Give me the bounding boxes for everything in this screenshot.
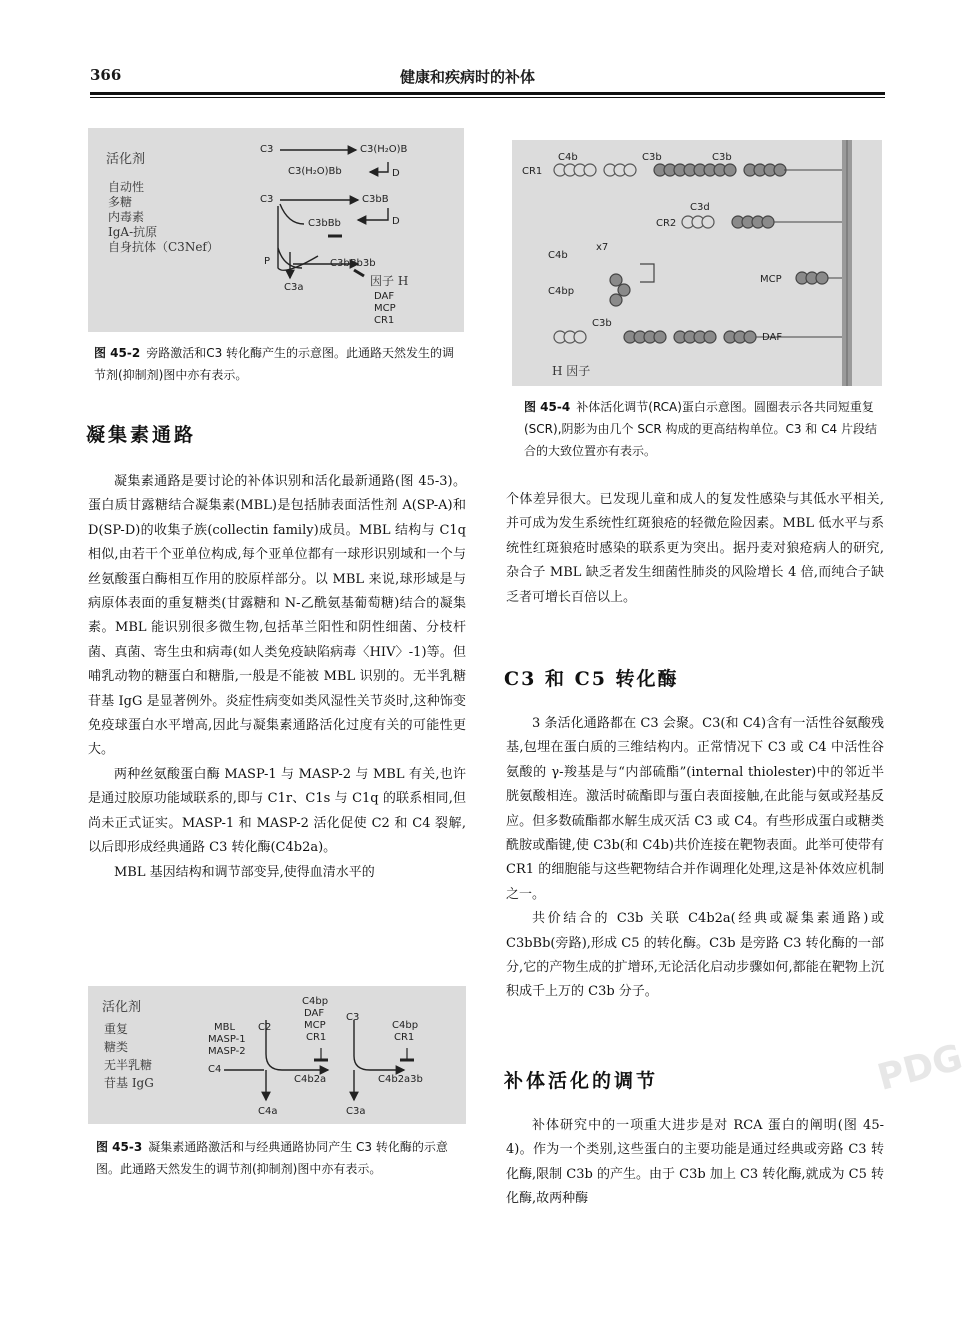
label-c3: C3: [260, 144, 274, 155]
label-c4b: C4b: [558, 152, 578, 163]
label-c4b: C4b: [548, 250, 568, 261]
label-masp1: MASP-1: [208, 1034, 246, 1045]
label-c4: C4: [208, 1064, 222, 1075]
label-regulator: C4bp: [302, 996, 329, 1007]
right-column-text-3: [506, 1114, 884, 1212]
label-c3b: C3b: [592, 318, 612, 329]
pathway-arrows: [88, 128, 464, 332]
page-number: 366: [90, 66, 122, 84]
label-c3bb: C3bB: [362, 194, 389, 205]
paragraph: 补体研究中的一项重大进步是对 RCA 蛋白的阐明(图 45-4)。作为一个类别,这些蛋白的主要功能是通过经典或旁路 C3 转化酶,限制 C3b 的产生。由于 C3b 加上 C3 转化酶,就成为 C5 转化酶,故两种酶: [506, 1118, 884, 1207]
caption-label: 图 45-2: [94, 346, 141, 360]
label-c3d: C3d: [690, 202, 710, 213]
activator-item: 糖类: [104, 1040, 129, 1054]
label-c3bbb3b: C3bBb3b: [330, 258, 376, 269]
activator-item: 无半乳糖: [104, 1058, 153, 1072]
label-daf: DAF: [762, 332, 783, 343]
label-p: P: [264, 256, 271, 267]
section-heading-lectin-pathway: 凝集素通路: [86, 424, 197, 446]
figure-45-2: [88, 128, 464, 332]
label-c4a: C4a: [258, 1106, 278, 1117]
label-cr1: CR1: [522, 166, 543, 177]
figure-45-3: [88, 986, 466, 1124]
figure-45-3-caption: [96, 1136, 466, 1180]
activator-title: 活化剂: [102, 1000, 142, 1015]
label-c2: C2: [258, 1022, 272, 1033]
label-c4bp: C4bp: [548, 286, 575, 297]
label-c3h2ob: C3(H₂O)B: [360, 144, 408, 155]
section-heading-c3-c5-convertase: C3 和 C5 转化酶: [504, 668, 679, 690]
figure-45-4: [512, 140, 882, 386]
caption-text: 补体活化调节(RCA)蛋白示意图。圆圈表示各共同短重复(SCR),阴影为由几个 SCR 构成的更高结构单位。C3 和 C4 片段结合的大致位置亦有表示。: [524, 400, 877, 458]
label-c4b2a: C4b2a: [294, 1074, 327, 1085]
caption-text: 旁路激活和C3 转化酶产生的示意图。此通路天然发生的调节剂(抑制剂)图中亦有表示。: [94, 346, 455, 382]
activator-item: 多糖: [108, 195, 133, 209]
activator-item: 内毒素: [108, 210, 145, 224]
caption-label: 图 45-4: [524, 400, 571, 414]
label-x7: x7: [596, 242, 609, 253]
label-cr1: CR1: [374, 315, 395, 326]
label-regulator: MCP: [304, 1020, 326, 1031]
label-regulator: CR1: [394, 1032, 415, 1043]
activator-item: 苷基 IgG: [104, 1076, 154, 1090]
label-c4b2a3b: C4b2a3b: [378, 1074, 423, 1085]
label-mcp: MCP: [760, 274, 782, 285]
figure-45-4-caption: [524, 396, 880, 462]
header-rule-thin: [90, 97, 885, 98]
activator-title: 活化剂: [106, 152, 146, 167]
label-c3b: C3b: [712, 152, 732, 163]
label-cr2: CR2: [656, 218, 677, 229]
right-column-text-2: [506, 712, 884, 1005]
label-mcp: MCP: [374, 303, 396, 314]
figure-45-2-caption: [94, 342, 462, 386]
label-factor-h: 因子 H: [370, 274, 409, 288]
label-masp2: MASP-2: [208, 1046, 246, 1057]
label-regulator: CR1: [306, 1032, 327, 1043]
paragraph: 共价结合的 C3b 关联 C4b2a(经典或凝集素通路)或 C3bBb(旁路),形成 C5 的转化酶。C3b 是旁路 C3 转化酶的一部分,它的产物生成的扩增环,无论活化启动步骤如何,都能在靶物上沉积成千上万的 C3b 分子。: [506, 911, 884, 1000]
caption-label: 图 45-3: [96, 1140, 143, 1154]
paragraph: 3 条活化通路都在 C3 会聚。C3(和 C4)含有一活性谷氨酸残基,包埋在蛋白质的三维结构内。正常情况下 C3 或 C4 中活性谷氨酸的 γ-羧基是与“内部硫酯”(internal thiolester)中的邻近半胱氨酸相连。激活时硫酯即与蛋白表面接触,在此能与氨或羟基反应。但多数硫酯都水解生成灭活 C3 或 C4。有些形成蛋白或糖类酰胺或酯键,使 C3b(和 C4b)共价连接在靶物表面。此举可使带有 CR1 的细胞能与这些靶物结合并作调理化处理,这是补体效应机制之一。: [506, 716, 884, 902]
header-rule: [90, 92, 885, 95]
paragraph: 两种丝氨酸蛋白酶 MASP-1 与 MASP-2 与 MBL 有关,也许是通过胶原功能域联系的,即与 C1r、C1s 与 C1q 的联系相同,但尚未正式证实。MASP-1 和 MASP-2 活化促使 C2 和 C4 裂解,以后即形成经典通路 C3 转化酶(C4b2a)。: [88, 766, 466, 856]
right-column-text-1: [506, 488, 884, 610]
label-c3a: C3a: [346, 1106, 366, 1117]
label-mbl: MBL: [214, 1022, 236, 1033]
watermark-stamp: PDG: [873, 1037, 967, 1099]
section-heading-regulation: 补体活化的调节: [504, 1070, 659, 1092]
label-regulator: DAF: [304, 1008, 325, 1019]
label-d: D: [392, 216, 400, 227]
label-regulator: C4bp: [392, 1020, 419, 1031]
label-c3b: C3b: [642, 152, 662, 163]
activator-item: 自动性: [108, 180, 145, 194]
label-c3h2obb: C3(H₂O)Bb: [288, 166, 342, 177]
paragraph: 个体差异很大。已发现儿童和成人的复发性感染与其低水平相关,并可成为发生系统性红斑狼疮的轻微危险因素。MBL 低水平与系统性红斑狼疮时感染的联系更为突出。据丹麦对狼疮病人的研究,杂合子 MBL 缺乏者发生细菌性肺炎的风险增长 4 倍,而纯合子缺乏者可增长百倍以上。: [506, 492, 884, 605]
label-d: D: [392, 168, 400, 179]
label-daf: DAF: [374, 291, 395, 302]
activator-item: 重复: [104, 1022, 129, 1036]
left-column-text: [88, 470, 466, 885]
lectin-pathway-arrows: [88, 986, 466, 1124]
label-c3bbb: C3bBb: [308, 218, 341, 229]
caption-text: 凝集素通路激活和与经典通路协同产生 C3 转化酶的示意图。此通路天然发生的调节剂(抑制剂)图中亦有表示。: [96, 1140, 448, 1176]
rca-protein-diagram: [512, 140, 882, 386]
paragraph: 凝集素通路是要讨论的补体识别和活化最新通路(图 45-3)。蛋白质甘露糖结合凝集素(MBL)是包括肺表面活性剂 A(SP-A)和 D(SP-D)的收集子族(collectin family)成员。MBL 结构与 C1q 相似,由若干个亚单位构成,每个亚单位都有一球形识别域和一个与丝氨酸蛋白酶相互作用的胶原样部分。以 MBL 来说,球形域是与病原体表面的重复糖类(甘露糖和 N-乙酰氨基葡萄糖)结合的凝集素。MBL 能识别很多微生物,包括革兰阳性和阴性细菌、分枝杆菌、真菌、寄生虫和病毒(如人类免疫缺陷病毒〈HIV〉-1)等。但哺乳动物的糖蛋白和糖脂,一般是不能被 MBL 识别的。无半乳糖苷基 IgG 是显著例外。炎症性病变如类风湿性关节炎时,这种饰变免疫球蛋白水平增高,因此与凝集素通路活化过度有关的可能性更大。: [88, 474, 466, 758]
running-title: 健康和疾病时的补体: [400, 68, 536, 86]
label-c3: C3: [346, 1012, 360, 1023]
label-c3a: C3a: [284, 282, 304, 293]
paragraph: MBL 基因结构和调节部变异,使得血清水平的: [114, 864, 375, 880]
label-h-factor: H 因子: [552, 364, 591, 378]
activator-item: IgA-抗原: [108, 225, 158, 239]
label-c3: C3: [260, 194, 274, 205]
activator-item: 自身抗体（C3Nef）: [108, 240, 219, 254]
